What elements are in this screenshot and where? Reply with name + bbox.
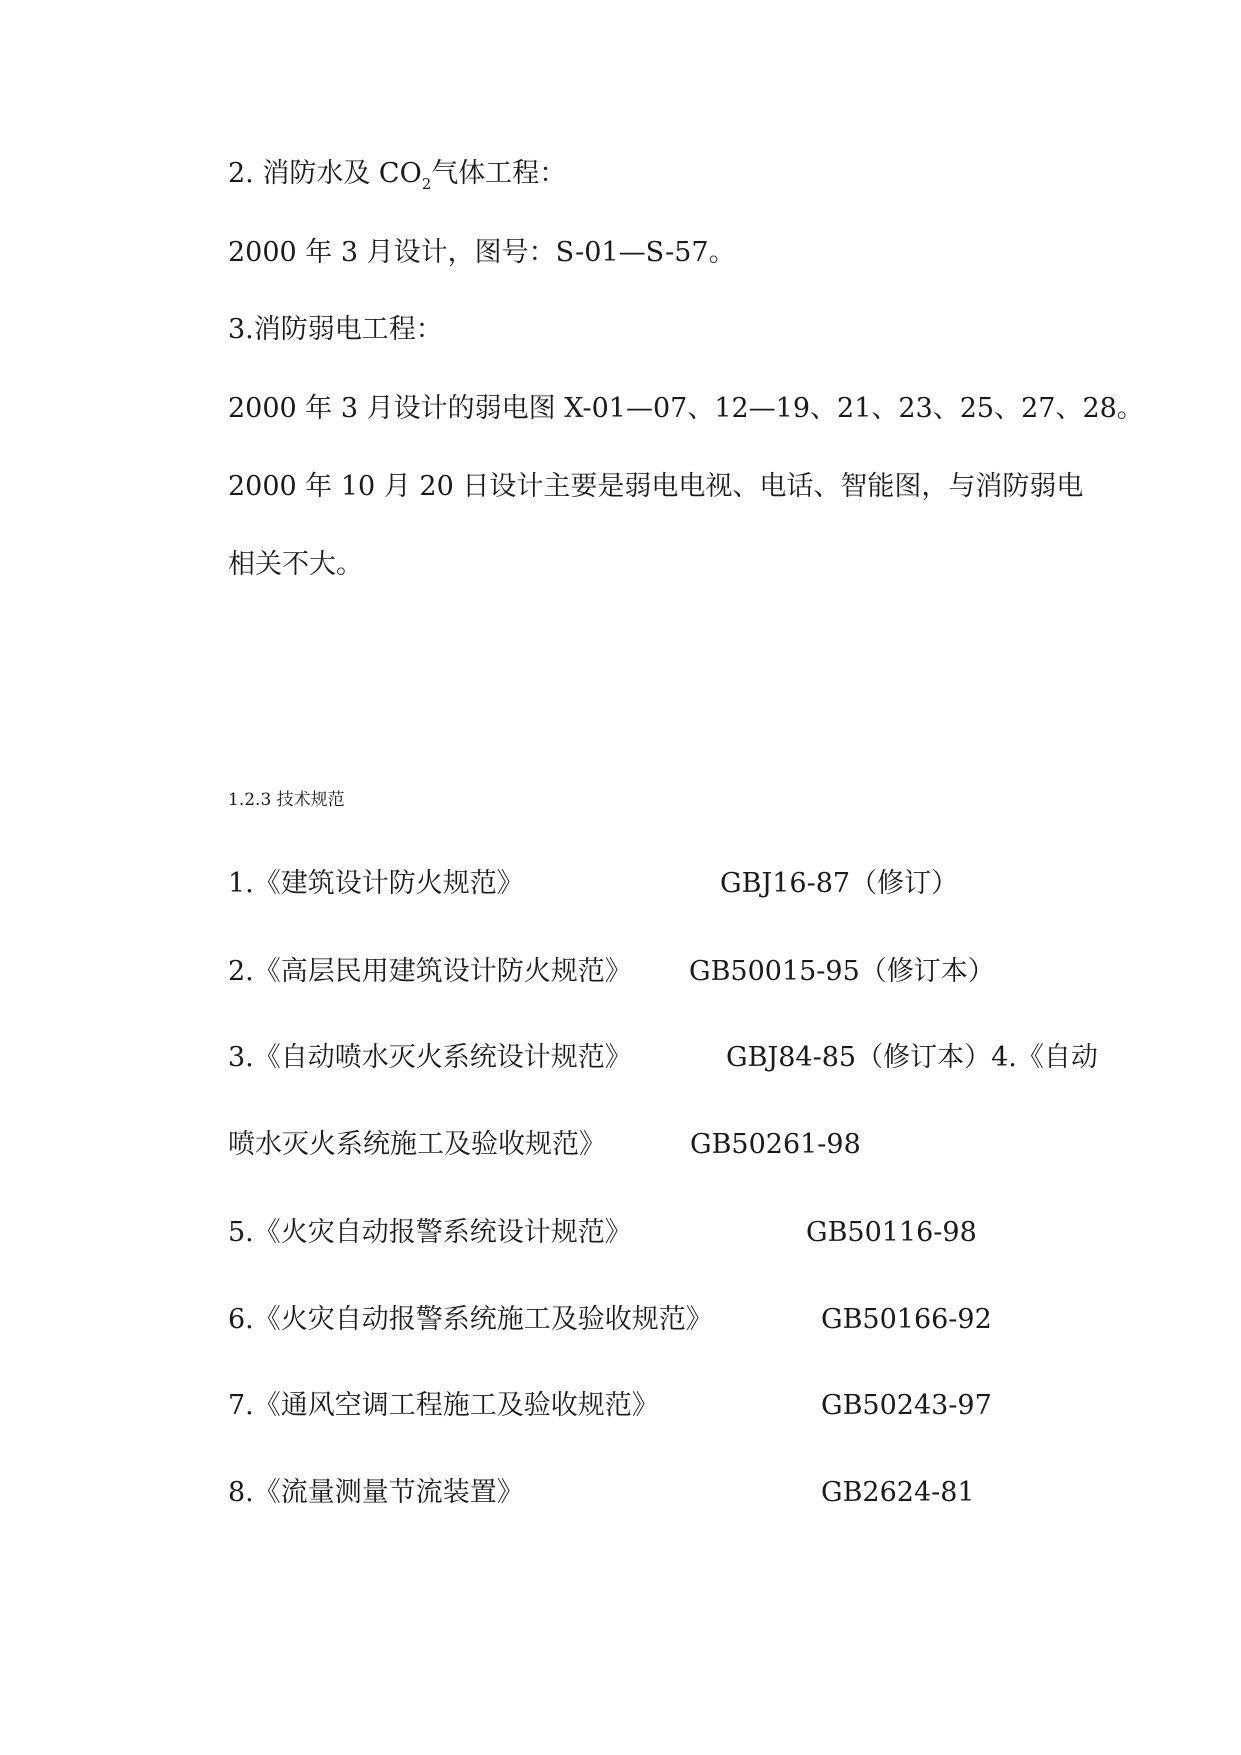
heading-suffix: 气体工程：	[431, 158, 567, 189]
section-weak-current-detail-2-line-1: 2000 年 10 月 20 日设计主要是弱电电视、电话、智能图，与消防弱电	[228, 471, 1084, 502]
spec-item-code: GB50243-97	[821, 1390, 992, 1421]
section-fire-water-heading	[228, 156, 566, 195]
spec-item-code: GB50166-92	[821, 1304, 992, 1335]
heading-subscript: 2	[421, 175, 432, 193]
spec-item-name: 喷水灭火系统施工及验收规范》	[228, 1129, 606, 1160]
section-weak-current-heading: 3.消防弱电工程：	[228, 314, 443, 345]
section-weak-current-detail-1: 2000 年 3 月设计的弱电图 X-01—07、12—19、21、23、25、27、28。	[228, 393, 1144, 424]
spec-item-code: GB2624-81	[821, 1477, 975, 1508]
section-weak-current-detail-2-line-2: 相关不大。	[228, 549, 363, 580]
spec-item-code: GBJ16-87（修订）	[720, 868, 959, 899]
spec-item-name: 3.《自动喷水灭火系统设计规范》	[228, 1042, 632, 1073]
spec-item-code: GBJ84-85（修订本）4.《自动	[726, 1042, 1098, 1073]
spec-item-code: GB50261-98	[690, 1129, 861, 1160]
spec-item-name: 7.《通风空调工程施工及验收规范》	[228, 1390, 659, 1421]
heading-prefix: 2. 消防水及 CO	[228, 158, 422, 189]
spec-item-name: 6.《火灾自动报警系统施工及验收规范》	[228, 1304, 713, 1335]
spec-item-name: 2.《高层民用建筑设计防火规范》	[228, 956, 632, 987]
spec-item-code: GB50015-95（修订本）	[689, 956, 995, 987]
spec-item-name: 5.《火灾自动报警系统设计规范》	[228, 1217, 632, 1248]
spec-item-code: GB50116-98	[806, 1217, 977, 1248]
spec-item-name: 8.《流量测量节流装置》	[228, 1477, 524, 1508]
spec-item-name: 1.《建筑设计防火规范》	[228, 868, 524, 899]
tech-spec-heading: 1.2.3 技术规范	[228, 790, 345, 810]
section-fire-water-detail: 2000 年 3 月设计，图号：S-01—S-57。	[228, 237, 736, 268]
